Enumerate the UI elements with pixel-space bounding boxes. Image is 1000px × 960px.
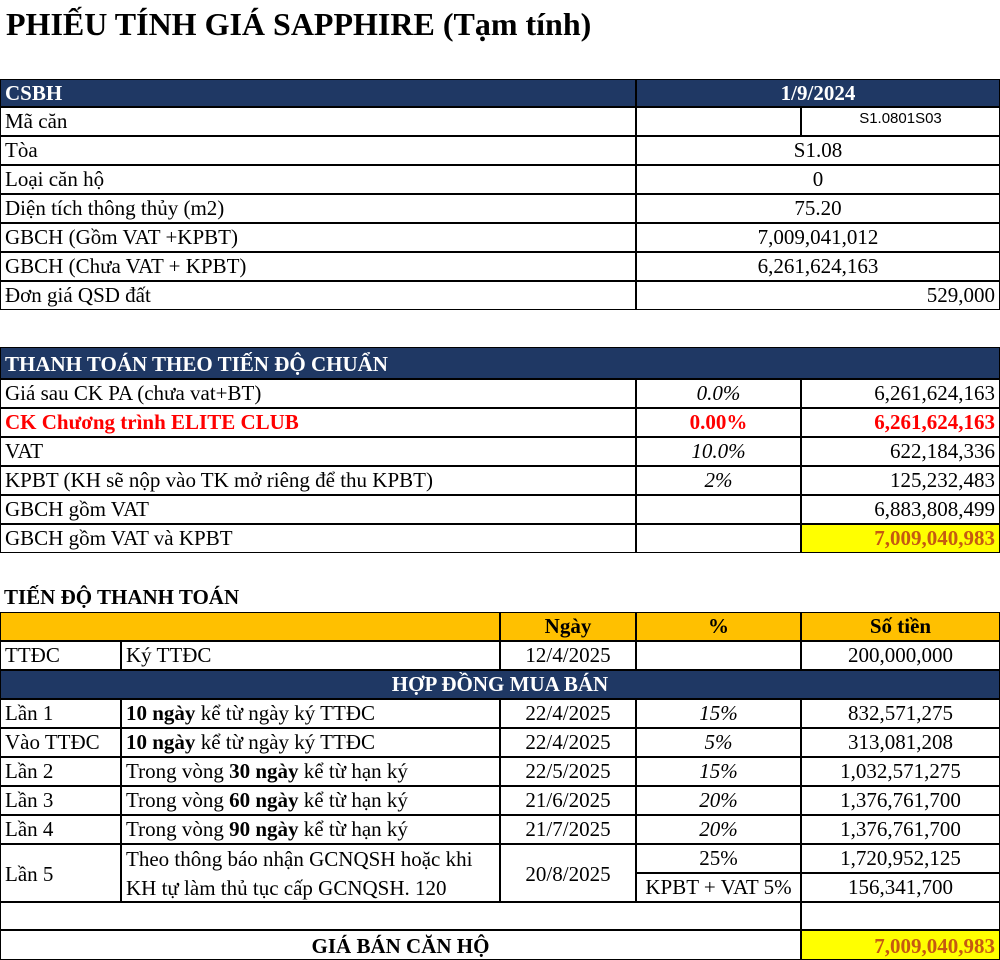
payment-row-pct <box>636 495 801 524</box>
installment-amount: 1,376,761,700 <box>801 786 1000 815</box>
installment-desc <box>121 844 500 902</box>
payment-row-label: Giá sau CK PA (chưa vat+BT) <box>0 379 636 408</box>
schedule-head-date: Ngày <box>500 612 636 641</box>
csbh-label: CSBH <box>0 79 636 107</box>
csbh-row-value: 529,000 <box>636 281 1000 310</box>
schedule-head-pct: % <box>636 612 801 641</box>
payment-row-pct: 0.0% <box>636 379 801 408</box>
payment-row-label: GBCH gồm VAT và KPBT <box>0 524 636 553</box>
installment-amount: 1,032,571,275 <box>801 757 1000 786</box>
installment-pct: 15% <box>636 757 801 786</box>
payment-total-amount: 7,009,040,983 <box>801 524 1000 553</box>
installment-pct: 20% <box>636 815 801 844</box>
installment-date: 22/4/2025 <box>500 699 636 728</box>
csbh-row-value: 6,261,624,163 <box>636 252 1000 281</box>
installment-desc: 10 ngày kể từ ngày ký TTĐC <box>121 728 500 757</box>
installment-name: Lần 3 <box>0 786 121 815</box>
total-label: GIÁ BÁN CĂN HỘ <box>0 930 801 960</box>
installment-amount: 313,081,208 <box>801 728 1000 757</box>
installment-date: 22/5/2025 <box>500 757 636 786</box>
payment-row-pct: 2% <box>636 466 801 495</box>
csbh-row-label: Đơn giá QSD đất <box>0 281 636 310</box>
installment-date: 21/7/2025 <box>500 815 636 844</box>
ttdc-pct <box>636 641 801 670</box>
payment-row-label: KPBT (KH sẽ nộp vào TK mở riêng để thu KPBT) <box>0 466 636 495</box>
installment-name: Vào TTĐC <box>0 728 121 757</box>
payment-row-amount: 6,261,624,163 <box>801 408 1000 437</box>
payment-row-amount: 622,184,336 <box>801 437 1000 466</box>
total-amount: 7,009,040,983 <box>801 930 1000 960</box>
page-title: PHIẾU TÍNH GIÁ SAPPHIRE (Tạm tính) <box>6 6 592 42</box>
payment-row-amount: 6,261,624,163 <box>801 379 1000 408</box>
csbh-row-spacer <box>636 107 801 136</box>
installment-desc: Trong vòng 30 ngày kể từ hạn ký <box>121 757 500 786</box>
installment-amount: 1,720,952,125 <box>801 844 1000 873</box>
installment-extra-label: KPBT + VAT 5% <box>636 873 801 902</box>
ttdc-date: 12/4/2025 <box>500 641 636 670</box>
schedule-head-amount: Số tiền <box>801 612 1000 641</box>
csbh-row-label: Diện tích thông thủy (m2) <box>0 194 636 223</box>
csbh-row-label: Loại căn hộ <box>0 165 636 194</box>
schedule-head-blank <box>0 612 500 641</box>
csbh-row-label: GBCH (Gồm VAT +KPBT) <box>0 223 636 252</box>
installment-pct: 5% <box>636 728 801 757</box>
installment-name: Lần 1 <box>0 699 121 728</box>
installment-extra-amount: 156,341,700 <box>801 873 1000 902</box>
csbh-row-label: GBCH (Chưa VAT + KPBT) <box>0 252 636 281</box>
installment-pct: 25% <box>636 844 801 873</box>
payment-row-amount: 125,232,483 <box>801 466 1000 495</box>
ttdc-desc: Ký TTĐC <box>121 641 500 670</box>
payment-row-pct: 10.0% <box>636 437 801 466</box>
installment-desc: 10 ngày kể từ ngày ký TTĐC <box>121 699 500 728</box>
payment-row-pct <box>636 524 801 553</box>
contract-header: HỢP ĐỒNG MUA BÁN <box>0 670 1000 699</box>
csbh-row-value: 75.20 <box>636 194 1000 223</box>
installment-name: Lần 4 <box>0 815 121 844</box>
installment-date: 21/6/2025 <box>500 786 636 815</box>
installment-name: Lần 5 <box>0 844 121 902</box>
csbh-row-label: Mã căn <box>0 107 636 136</box>
csbh-row-value: S1.0801S03 <box>801 107 1000 136</box>
schedule-title: TIẾN ĐỘ THANH TOÁN <box>4 585 240 609</box>
payment-row-amount: 6,883,808,499 <box>801 495 1000 524</box>
payment-row-label: VAT <box>0 437 636 466</box>
installment-date: 20/8/2025 <box>500 844 636 902</box>
csbh-row-label: Tòa <box>0 136 636 165</box>
installment-amount: 832,571,275 <box>801 699 1000 728</box>
installment-desc-line: KH tự làm thủ tục cấp GCNQSH. 120 <box>126 876 447 900</box>
installment-pct: 20% <box>636 786 801 815</box>
installment-desc: Trong vòng 90 ngày kể từ hạn ký <box>121 815 500 844</box>
csbh-row-value: 7,009,041,012 <box>636 223 1000 252</box>
payment-header: THANH TOÁN THEO TIẾN ĐỘ CHUẨN <box>0 347 1000 379</box>
ttdc-amount: 200,000,000 <box>801 641 1000 670</box>
csbh-date: 1/9/2024 <box>636 79 1000 107</box>
payment-row-pct: 0.00% <box>636 408 801 437</box>
csbh-row-value: S1.08 <box>636 136 1000 165</box>
installment-desc: Trong vòng 60 ngày kể từ hạn ký <box>121 786 500 815</box>
csbh-row-value: 0 <box>636 165 1000 194</box>
installment-pct: 15% <box>636 699 801 728</box>
installment-desc-line: Theo thông báo nhận GCNQSH hoặc khi <box>126 847 473 871</box>
payment-row-label: GBCH gồm VAT <box>0 495 636 524</box>
ttdc-name: TTĐC <box>0 641 121 670</box>
installment-date: 22/4/2025 <box>500 728 636 757</box>
payment-row-label: CK Chương trình ELITE CLUB <box>0 408 636 437</box>
blank-row <box>0 902 801 930</box>
blank-row-cell <box>801 902 1000 930</box>
installment-name: Lần 2 <box>0 757 121 786</box>
installment-amount: 1,376,761,700 <box>801 815 1000 844</box>
